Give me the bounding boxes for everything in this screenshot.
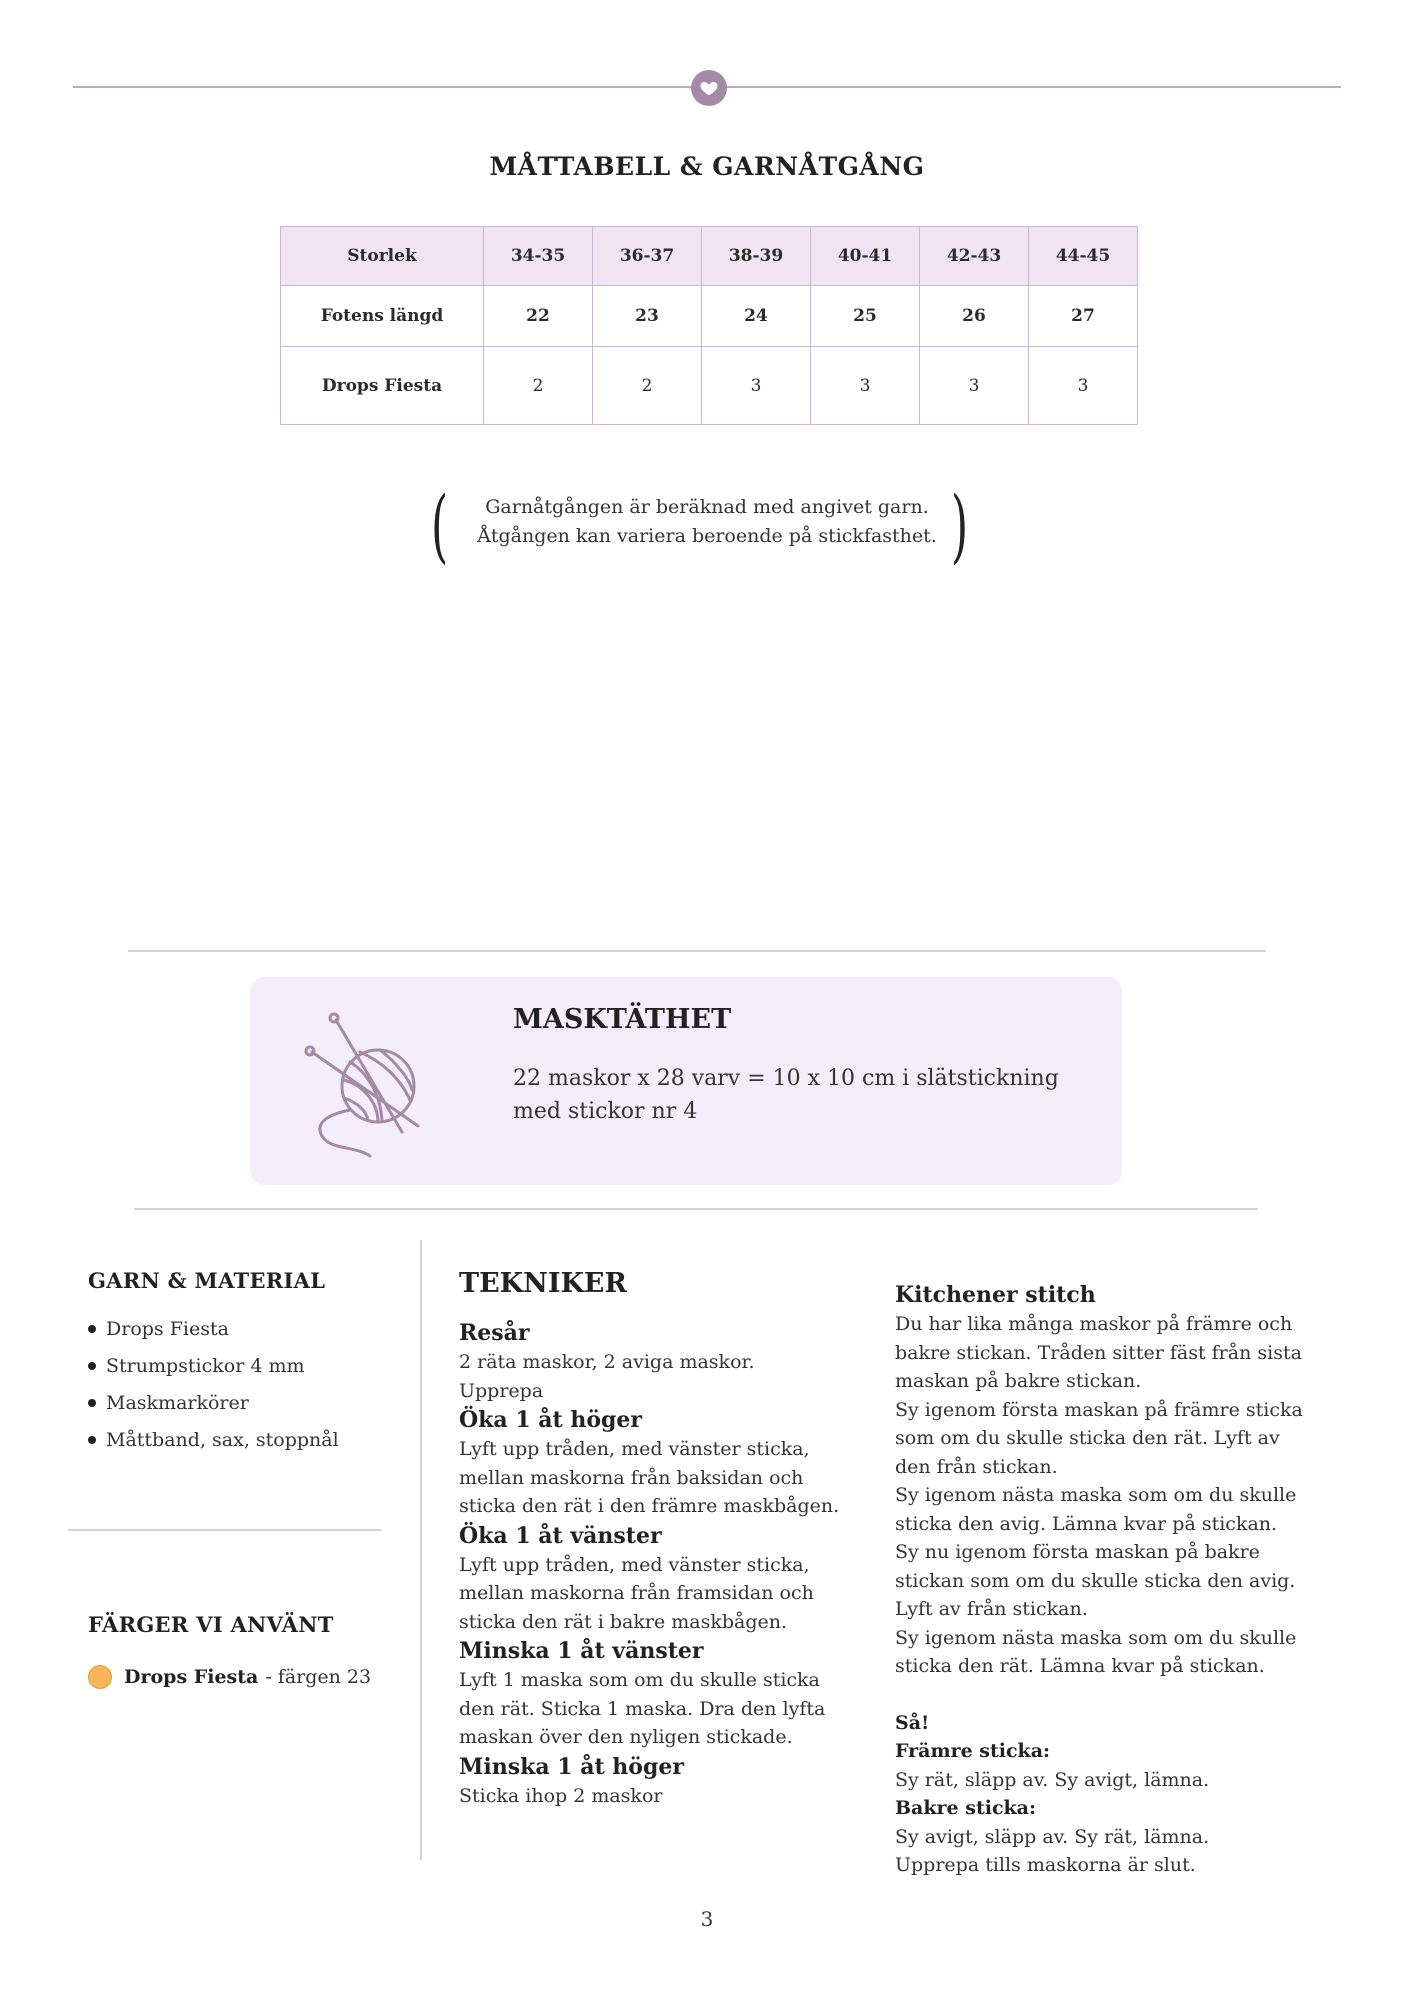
technique-line: Lyft upp tråden, med vänster sticka, bbox=[459, 1438, 810, 1460]
table-cell: 26 bbox=[920, 286, 1029, 347]
color-swatch-row bbox=[88, 1665, 371, 1689]
table-cell: 27 bbox=[1029, 286, 1138, 347]
bullet-icon bbox=[88, 1362, 96, 1370]
technique-title: Minska 1 åt vänster bbox=[459, 1638, 704, 1664]
table-cell: 22 bbox=[484, 286, 593, 347]
technique-line: sticka den rät i den främre maskbågen. bbox=[459, 1495, 840, 1517]
front-needle-label: Främre sticka: bbox=[895, 1740, 1051, 1762]
color-swatch-icon bbox=[88, 1665, 112, 1689]
table-header-cell: 42-43 bbox=[920, 227, 1029, 286]
technique-title: Öka 1 åt höger bbox=[459, 1407, 643, 1433]
techniques-column-right bbox=[895, 1280, 1325, 1880]
technique-line: Lyft av från stickan. bbox=[895, 1598, 1088, 1620]
technique-line: den rät. Sticka 1 maska. Dra den lyfta bbox=[459, 1697, 826, 1720]
row-label: Drops Fiesta bbox=[281, 347, 484, 425]
note-line: Garnåtgången är beräknad med angivet garn. bbox=[485, 496, 929, 518]
table-cell: 2 bbox=[484, 347, 593, 425]
table-row bbox=[281, 286, 1138, 347]
back-needle-label: Bakre sticka: bbox=[895, 1797, 1036, 1819]
heart-icon bbox=[699, 78, 719, 98]
yarn-note bbox=[430, 493, 984, 551]
technique-line: mellan maskorna från framsidan och bbox=[459, 1582, 814, 1604]
technique-title: Resår bbox=[459, 1320, 530, 1346]
technique-line: som om du skulle sticka den rät. Lyft av bbox=[895, 1427, 1280, 1449]
table-header-cell: 36-37 bbox=[593, 227, 702, 286]
technique-line: sticka den avig. Lämna kvar på stickan. bbox=[895, 1512, 1278, 1535]
table-header-cell: 34-35 bbox=[484, 227, 593, 286]
table-header-row bbox=[281, 227, 1138, 286]
table-cell: 3 bbox=[1029, 347, 1138, 425]
technique-title: Öka 1 åt vänster bbox=[459, 1522, 662, 1549]
table-cell: 3 bbox=[702, 347, 811, 425]
table-cell: 3 bbox=[920, 347, 1029, 425]
list-item: Strumpstickor 4 mm bbox=[88, 1347, 339, 1384]
materials-list bbox=[88, 1310, 339, 1458]
yarn-ball-icon bbox=[300, 1010, 450, 1160]
summary-title: Så! bbox=[895, 1711, 930, 1734]
techniques-column-left bbox=[459, 1318, 859, 1810]
table-cell: 23 bbox=[593, 286, 702, 347]
technique-line: sticka den rät i bakre maskbågen. bbox=[459, 1610, 788, 1633]
gauge-line: med stickor nr 4 bbox=[513, 1099, 698, 1124]
table-header-cell: 38-39 bbox=[702, 227, 811, 286]
technique-line: maskan på bakre stickan. bbox=[895, 1370, 1142, 1392]
row-label: Fotens längd bbox=[281, 286, 484, 347]
technique-line: sticka den rät. Lämna kvar på stickan. bbox=[895, 1655, 1265, 1677]
technique-line: maskan över den nyligen stickade. bbox=[459, 1726, 793, 1748]
page-number: 3 bbox=[700, 1907, 714, 1931]
table-cell: 2 bbox=[593, 347, 702, 425]
technique-title: Minska 1 åt höger bbox=[459, 1753, 684, 1780]
table-header-cell: Storlek bbox=[281, 227, 484, 286]
technique-title: Kitchener stitch bbox=[895, 1282, 1096, 1308]
colors-heading: FÄRGER VI ANVÄNT bbox=[88, 1612, 334, 1637]
materials-heading: GARN & MATERIAL bbox=[88, 1268, 326, 1293]
list-item: Måttband, sax, stoppnål bbox=[88, 1421, 339, 1458]
divider bbox=[128, 950, 1266, 952]
technique-line: Lyft upp tråden, med vänster sticka, bbox=[459, 1553, 810, 1576]
technique-line: 2 räta maskor, 2 aviga maskor. bbox=[459, 1351, 755, 1373]
repeat-text: Upprepa tills maskorna är slut. bbox=[895, 1854, 1196, 1876]
note-line: Åtgången kan variera beroende på stickfasthet. bbox=[477, 525, 937, 547]
gauge-text bbox=[513, 1062, 1073, 1128]
table-row bbox=[281, 347, 1138, 425]
technique-line: Sy nu igenom första maskan på bakre bbox=[895, 1541, 1260, 1563]
gauge-line: 22 maskor x 28 varv = 10 x 10 cm i slätstickning bbox=[513, 1066, 1059, 1091]
left-parenthesis: ( bbox=[431, 479, 449, 572]
technique-line: Lyft 1 maska som om du skulle sticka bbox=[459, 1669, 820, 1691]
table-cell: 25 bbox=[811, 286, 920, 347]
color-yarn-name: Drops Fiesta bbox=[124, 1666, 259, 1688]
divider bbox=[68, 1529, 381, 1531]
table-header-cell: 40-41 bbox=[811, 227, 920, 286]
list-item: Drops Fiesta bbox=[88, 1310, 339, 1347]
table-header-cell: 44-45 bbox=[1029, 227, 1138, 286]
right-parenthesis: ) bbox=[951, 479, 969, 572]
column-divider bbox=[420, 1240, 422, 1860]
technique-line: mellan maskorna från baksidan och bbox=[459, 1466, 804, 1489]
front-needle-text: Sy rät, släpp av. Sy avigt, lämna. bbox=[895, 1768, 1210, 1791]
technique-line: den från stickan. bbox=[895, 1455, 1058, 1478]
heart-badge bbox=[691, 70, 727, 106]
technique-line: stickan som om du skulle sticka den avig. bbox=[895, 1569, 1296, 1592]
size-table bbox=[280, 226, 1138, 425]
technique-line: Upprepa bbox=[459, 1379, 544, 1402]
bullet-icon bbox=[88, 1325, 96, 1333]
technique-line: Sy igenom nästa maska som om du skulle bbox=[895, 1626, 1297, 1649]
technique-line: Sy igenom första maskan på främre sticka bbox=[895, 1398, 1303, 1421]
technique-line: Sticka ihop 2 maskor bbox=[459, 1784, 663, 1807]
techniques-heading: TEKNIKER bbox=[459, 1268, 627, 1299]
bullet-icon bbox=[88, 1399, 96, 1407]
divider bbox=[134, 1208, 1258, 1210]
back-needle-text: Sy avigt, släpp av. Sy rät, lämna. bbox=[895, 1825, 1210, 1848]
technique-line: bakre stickan. Tråden sitter fäst från sista bbox=[895, 1341, 1302, 1364]
technique-line: Sy igenom nästa maska som om du skulle bbox=[895, 1484, 1297, 1506]
table-cell: 24 bbox=[702, 286, 811, 347]
color-detail: - färgen 23 bbox=[265, 1666, 372, 1688]
page-title: MÅTTABELL & GARNÅTGÅNG bbox=[489, 152, 925, 181]
table-cell: 3 bbox=[811, 347, 920, 425]
list-item: Maskmarkörer bbox=[88, 1384, 339, 1421]
gauge-title: MASKTÄTHET bbox=[513, 1004, 732, 1035]
spacer bbox=[895, 1681, 1325, 1709]
technique-line: Du har lika många maskor på främre och bbox=[895, 1313, 1293, 1335]
bullet-icon bbox=[88, 1436, 96, 1444]
